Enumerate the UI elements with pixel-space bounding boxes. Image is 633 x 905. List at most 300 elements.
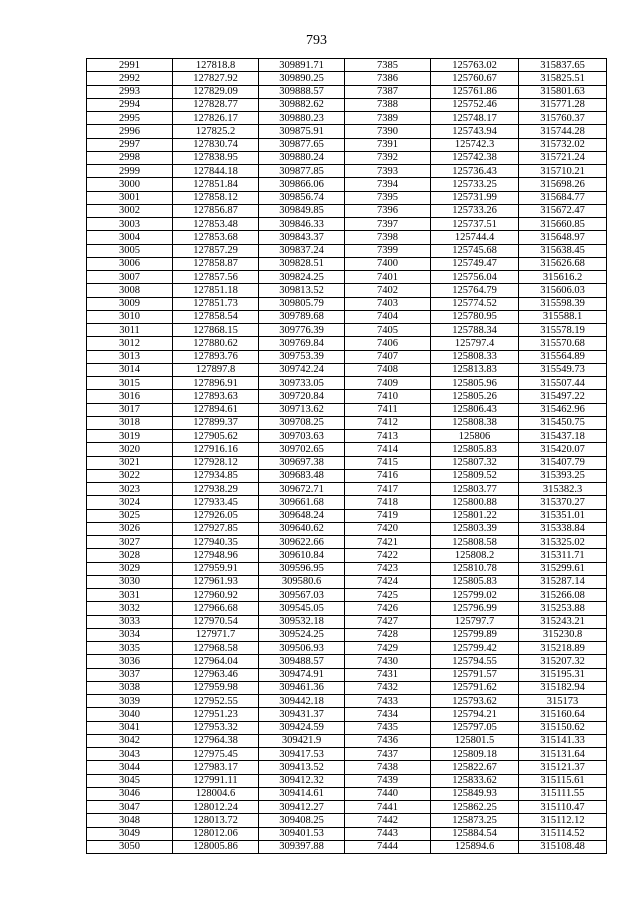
table-cell: 315112.12 — [519, 814, 607, 827]
table-cell: 127991.11 — [173, 774, 259, 787]
table-cell: 125733.26 — [431, 204, 519, 217]
table-cell: 3044 — [87, 761, 173, 774]
table-cell: 315578.19 — [519, 324, 607, 337]
table-row — [87, 695, 607, 708]
table-cell: 7439 — [345, 774, 431, 787]
table-cell: 3008 — [87, 284, 173, 297]
table-cell: 127857.56 — [173, 271, 259, 284]
table-cell: 7430 — [345, 655, 431, 668]
table-cell: 309742.24 — [259, 363, 345, 376]
table-cell: 2995 — [87, 112, 173, 125]
table-cell: 127829.09 — [173, 85, 259, 98]
table-cell: 309474.91 — [259, 668, 345, 681]
table-cell: 3023 — [87, 483, 173, 496]
table-cell: 125862.25 — [431, 801, 519, 814]
table-cell: 125803.77 — [431, 483, 519, 496]
table-cell: 309856.74 — [259, 191, 345, 204]
table-cell: 127853.68 — [173, 231, 259, 244]
table-cell: 7421 — [345, 536, 431, 549]
table-cell: 127853.48 — [173, 218, 259, 231]
table-cell: 315253.88 — [519, 602, 607, 615]
table-cell: 127858.54 — [173, 310, 259, 323]
table-cell: 309875.91 — [259, 125, 345, 138]
table-cell: 315111.55 — [519, 787, 607, 800]
table-cell: 309545.05 — [259, 602, 345, 615]
table-row — [87, 840, 607, 853]
table-cell: 127933.45 — [173, 496, 259, 509]
table-cell: 315638.45 — [519, 244, 607, 257]
table-cell: 127961.93 — [173, 575, 259, 588]
table-cell: 127828.77 — [173, 98, 259, 111]
table-cell: 309708.25 — [259, 416, 345, 429]
table-cell: 125788.34 — [431, 324, 519, 337]
table-cell: 3045 — [87, 774, 173, 787]
table-row — [87, 204, 607, 217]
table-cell: 125808.2 — [431, 549, 519, 562]
table-cell: 125737.51 — [431, 218, 519, 231]
table-cell: 125808.58 — [431, 536, 519, 549]
table-cell: 127897.8 — [173, 363, 259, 376]
table-cell: 127983.17 — [173, 761, 259, 774]
table-cell: 309648.24 — [259, 509, 345, 522]
table-cell: 309866.06 — [259, 178, 345, 191]
table-row — [87, 430, 607, 443]
table-cell: 125799.02 — [431, 589, 519, 602]
table-cell: 127964.38 — [173, 734, 259, 747]
table-cell: 315325.02 — [519, 536, 607, 549]
table-cell: 3022 — [87, 469, 173, 482]
table-cell: 309776.39 — [259, 324, 345, 337]
table-row — [87, 483, 607, 496]
table-cell: 7425 — [345, 589, 431, 602]
table-cell: 315141.33 — [519, 734, 607, 747]
table-cell: 315393.25 — [519, 469, 607, 482]
table-cell: 309413.52 — [259, 761, 345, 774]
table-cell: 315837.65 — [519, 59, 607, 72]
table-cell: 7396 — [345, 204, 431, 217]
table-cell: 3026 — [87, 522, 173, 535]
table-cell: 7407 — [345, 350, 431, 363]
table-row — [87, 416, 607, 429]
table-cell: 309672.71 — [259, 483, 345, 496]
table-cell: 127851.73 — [173, 297, 259, 310]
table-cell: 128004.6 — [173, 787, 259, 800]
table-cell: 3000 — [87, 178, 173, 191]
table-cell: 7416 — [345, 469, 431, 482]
table-row — [87, 655, 607, 668]
table-cell: 127868.15 — [173, 324, 259, 337]
table-row — [87, 536, 607, 549]
table-cell: 7390 — [345, 125, 431, 138]
table-cell: 315382.3 — [519, 483, 607, 496]
table-cell: 315549.73 — [519, 363, 607, 376]
table-cell: 7417 — [345, 483, 431, 496]
table-cell: 125742.3 — [431, 138, 519, 151]
table-cell: 309412.32 — [259, 774, 345, 787]
table-cell: 309824.25 — [259, 271, 345, 284]
table-row — [87, 271, 607, 284]
table-cell: 3030 — [87, 575, 173, 588]
table-cell: 315437.18 — [519, 430, 607, 443]
table-cell: 125873.25 — [431, 814, 519, 827]
table-cell: 3029 — [87, 562, 173, 575]
table-cell: 3018 — [87, 416, 173, 429]
table-cell: 7424 — [345, 575, 431, 588]
table-cell: 125745.68 — [431, 244, 519, 257]
table-cell: 125806 — [431, 430, 519, 443]
table-cell: 3011 — [87, 324, 173, 337]
table-cell: 309882.62 — [259, 98, 345, 111]
table-cell: 315684.77 — [519, 191, 607, 204]
table-cell: 3024 — [87, 496, 173, 509]
table-cell: 125805.83 — [431, 443, 519, 456]
table-cell: 315218.89 — [519, 642, 607, 655]
table-cell: 125797.7 — [431, 615, 519, 628]
table-cell: 127827.92 — [173, 72, 259, 85]
table-cell: 309412.27 — [259, 801, 345, 814]
table-cell: 7400 — [345, 257, 431, 270]
table-row — [87, 350, 607, 363]
table-cell: 315195.31 — [519, 668, 607, 681]
table-row — [87, 827, 607, 840]
table-cell: 315760.37 — [519, 112, 607, 125]
table-row — [87, 496, 607, 509]
table-cell: 309720.84 — [259, 390, 345, 403]
table-cell: 315131.64 — [519, 748, 607, 761]
table-cell: 3035 — [87, 642, 173, 655]
table-cell: 127948.96 — [173, 549, 259, 562]
table-cell: 125791.57 — [431, 668, 519, 681]
table-cell: 7427 — [345, 615, 431, 628]
table-cell: 3005 — [87, 244, 173, 257]
table-row — [87, 284, 607, 297]
table-cell: 127838.95 — [173, 151, 259, 164]
table-cell: 125736.43 — [431, 165, 519, 178]
table-cell: 125809.52 — [431, 469, 519, 482]
table-cell: 127825.2 — [173, 125, 259, 138]
table-cell: 315266.08 — [519, 589, 607, 602]
table-cell: 3041 — [87, 721, 173, 734]
table-cell: 3036 — [87, 655, 173, 668]
table-cell: 309877.65 — [259, 138, 345, 151]
table-cell: 315311.71 — [519, 549, 607, 562]
table-cell: 315825.51 — [519, 72, 607, 85]
table-cell: 7428 — [345, 628, 431, 641]
table-cell: 3047 — [87, 801, 173, 814]
table-cell: 7401 — [345, 271, 431, 284]
table-cell: 3043 — [87, 748, 173, 761]
table-cell: 315370.27 — [519, 496, 607, 509]
table-cell: 3017 — [87, 403, 173, 416]
table-cell: 127959.91 — [173, 562, 259, 575]
table-cell: 7415 — [345, 456, 431, 469]
table-row — [87, 59, 607, 72]
table-cell: 125794.55 — [431, 655, 519, 668]
table-cell: 3031 — [87, 589, 173, 602]
table-cell: 128013.72 — [173, 814, 259, 827]
table-cell: 309580.6 — [259, 575, 345, 588]
table-cell: 127893.63 — [173, 390, 259, 403]
table-cell: 315744.28 — [519, 125, 607, 138]
table-cell: 309890.25 — [259, 72, 345, 85]
table-cell: 127926.05 — [173, 509, 259, 522]
table-cell: 127928.12 — [173, 456, 259, 469]
table-cell: 7410 — [345, 390, 431, 403]
table-cell: 127851.18 — [173, 284, 259, 297]
table-cell: 309753.39 — [259, 350, 345, 363]
table-cell: 315462.96 — [519, 403, 607, 416]
table-cell: 125794.21 — [431, 708, 519, 721]
table-cell: 127959.98 — [173, 681, 259, 694]
table-cell: 3016 — [87, 390, 173, 403]
table-cell: 127830.74 — [173, 138, 259, 151]
table-cell: 2994 — [87, 98, 173, 111]
table-cell: 309697.38 — [259, 456, 345, 469]
table-cell: 309789.68 — [259, 310, 345, 323]
table-cell: 127966.68 — [173, 602, 259, 615]
table-cell: 309846.33 — [259, 218, 345, 231]
table-cell: 309769.84 — [259, 337, 345, 350]
table-cell: 7426 — [345, 602, 431, 615]
table-cell: 125760.67 — [431, 72, 519, 85]
table-cell: 309813.52 — [259, 284, 345, 297]
table-row — [87, 628, 607, 641]
table-cell: 125808.38 — [431, 416, 519, 429]
table-cell: 125822.67 — [431, 761, 519, 774]
table-row — [87, 602, 607, 615]
table-cell: 309683.48 — [259, 469, 345, 482]
table-cell: 125805.26 — [431, 390, 519, 403]
table-cell: 7386 — [345, 72, 431, 85]
table-cell: 7442 — [345, 814, 431, 827]
table-cell: 7435 — [345, 721, 431, 734]
table-cell: 125780.95 — [431, 310, 519, 323]
table-cell: 7392 — [345, 151, 431, 164]
table-cell: 7423 — [345, 562, 431, 575]
table-row — [87, 85, 607, 98]
table-cell: 7433 — [345, 695, 431, 708]
table-cell: 309424.59 — [259, 721, 345, 734]
table-cell: 3010 — [87, 310, 173, 323]
table-cell: 127940.35 — [173, 536, 259, 549]
table-cell: 125799.42 — [431, 642, 519, 655]
table-cell: 315721.24 — [519, 151, 607, 164]
table-cell: 7419 — [345, 509, 431, 522]
table-cell: 7402 — [345, 284, 431, 297]
table-cell: 7391 — [345, 138, 431, 151]
table-cell: 7409 — [345, 377, 431, 390]
table-cell: 125808.33 — [431, 350, 519, 363]
table-cell: 3021 — [87, 456, 173, 469]
table-cell: 315110.47 — [519, 801, 607, 814]
table-cell: 127960.92 — [173, 589, 259, 602]
table-cell: 315660.85 — [519, 218, 607, 231]
table-cell: 3003 — [87, 218, 173, 231]
table-row — [87, 72, 607, 85]
table-cell: 7393 — [345, 165, 431, 178]
table-cell: 315771.28 — [519, 98, 607, 111]
table-cell: 3033 — [87, 615, 173, 628]
table-cell: 3012 — [87, 337, 173, 350]
table-row — [87, 443, 607, 456]
table-cell: 125743.94 — [431, 125, 519, 138]
table-cell: 127818.8 — [173, 59, 259, 72]
table-cell: 125797.05 — [431, 721, 519, 734]
table-cell: 125752.46 — [431, 98, 519, 111]
table-cell: 125805.96 — [431, 377, 519, 390]
table-row — [87, 231, 607, 244]
table-cell: 2999 — [87, 165, 173, 178]
table-row — [87, 787, 607, 800]
table-cell: 3048 — [87, 814, 173, 827]
table-cell: 125833.62 — [431, 774, 519, 787]
table-cell: 315230.8 — [519, 628, 607, 641]
table-cell: 3046 — [87, 787, 173, 800]
table-cell: 127858.12 — [173, 191, 259, 204]
table-cell: 3028 — [87, 549, 173, 562]
table-cell: 315648.97 — [519, 231, 607, 244]
table-cell: 3049 — [87, 827, 173, 840]
table-row — [87, 337, 607, 350]
table-cell: 315121.37 — [519, 761, 607, 774]
table-cell: 315698.26 — [519, 178, 607, 191]
table-row — [87, 165, 607, 178]
table-cell: 125803.39 — [431, 522, 519, 535]
table-cell: 127927.85 — [173, 522, 259, 535]
table-cell: 309524.25 — [259, 628, 345, 641]
table-cell: 2998 — [87, 151, 173, 164]
table-cell: 309397.88 — [259, 840, 345, 853]
table-cell: 309408.25 — [259, 814, 345, 827]
table-cell: 309567.03 — [259, 589, 345, 602]
table-cell: 127826.17 — [173, 112, 259, 125]
table-cell: 127964.04 — [173, 655, 259, 668]
table-row — [87, 509, 607, 522]
table-row — [87, 522, 607, 535]
table-cell: 127905.62 — [173, 430, 259, 443]
table-cell: 3042 — [87, 734, 173, 747]
table-cell: 125801.5 — [431, 734, 519, 747]
table-cell: 315351.01 — [519, 509, 607, 522]
table-cell: 125800.88 — [431, 496, 519, 509]
table-cell: 7414 — [345, 443, 431, 456]
coordinates-table-body — [87, 59, 607, 854]
table-cell: 315616.2 — [519, 271, 607, 284]
table-cell: 125805.83 — [431, 575, 519, 588]
table-cell: 127880.62 — [173, 337, 259, 350]
table-cell: 3034 — [87, 628, 173, 641]
table-cell: 7422 — [345, 549, 431, 562]
table-cell: 127975.45 — [173, 748, 259, 761]
table-row — [87, 589, 607, 602]
table-cell: 309880.24 — [259, 151, 345, 164]
table-cell: 309891.71 — [259, 59, 345, 72]
table-row — [87, 257, 607, 270]
coordinates-table — [86, 58, 607, 854]
table-cell: 315598.39 — [519, 297, 607, 310]
table-cell: 315801.63 — [519, 85, 607, 98]
table-cell: 127971.7 — [173, 628, 259, 641]
table-cell: 7405 — [345, 324, 431, 337]
table-cell: 125793.62 — [431, 695, 519, 708]
table-cell: 309532.18 — [259, 615, 345, 628]
table-cell: 309877.85 — [259, 165, 345, 178]
table-cell: 309461.36 — [259, 681, 345, 694]
table-cell: 7437 — [345, 748, 431, 761]
table-cell: 315243.21 — [519, 615, 607, 628]
table-cell: 3015 — [87, 377, 173, 390]
table-cell: 127952.55 — [173, 695, 259, 708]
table-cell: 309661.68 — [259, 496, 345, 509]
table-cell: 7436 — [345, 734, 431, 747]
table-cell: 315564.89 — [519, 350, 607, 363]
table-cell: 127858.87 — [173, 257, 259, 270]
table-cell: 309702.65 — [259, 443, 345, 456]
table-cell: 127896.91 — [173, 377, 259, 390]
table-row — [87, 748, 607, 761]
table-cell: 127970.54 — [173, 615, 259, 628]
table-cell: 2996 — [87, 125, 173, 138]
table-cell: 127963.46 — [173, 668, 259, 681]
table-row — [87, 801, 607, 814]
table-cell: 315450.75 — [519, 416, 607, 429]
table-cell: 309431.37 — [259, 708, 345, 721]
table-cell: 315732.02 — [519, 138, 607, 151]
table-cell: 127893.76 — [173, 350, 259, 363]
table-cell: 7411 — [345, 403, 431, 416]
table-cell: 7385 — [345, 59, 431, 72]
table-cell: 309622.66 — [259, 536, 345, 549]
table-cell: 309610.84 — [259, 549, 345, 562]
table-cell: 315672.47 — [519, 204, 607, 217]
table-cell: 315115.61 — [519, 774, 607, 787]
table-row — [87, 668, 607, 681]
table-cell: 315338.84 — [519, 522, 607, 535]
table-row — [87, 721, 607, 734]
table-cell: 7429 — [345, 642, 431, 655]
table-row — [87, 125, 607, 138]
table-cell: 125797.4 — [431, 337, 519, 350]
table-cell: 3039 — [87, 695, 173, 708]
table-cell: 128012.06 — [173, 827, 259, 840]
table-cell: 7397 — [345, 218, 431, 231]
table-cell: 7406 — [345, 337, 431, 350]
table-cell: 125799.89 — [431, 628, 519, 641]
table-row — [87, 469, 607, 482]
table-cell: 125731.99 — [431, 191, 519, 204]
table-cell: 127953.32 — [173, 721, 259, 734]
table-cell: 3032 — [87, 602, 173, 615]
table-cell: 3019 — [87, 430, 173, 443]
table-row — [87, 98, 607, 111]
table-cell: 2991 — [87, 59, 173, 72]
table-cell: 315710.21 — [519, 165, 607, 178]
table-cell: 315287.14 — [519, 575, 607, 588]
table-cell: 309849.85 — [259, 204, 345, 217]
table-cell: 309837.24 — [259, 244, 345, 257]
table-cell: 3038 — [87, 681, 173, 694]
table-cell: 7438 — [345, 761, 431, 774]
table-row — [87, 549, 607, 562]
table-cell: 3002 — [87, 204, 173, 217]
table-cell: 125807.32 — [431, 456, 519, 469]
table-cell: 7395 — [345, 191, 431, 204]
table-cell: 7440 — [345, 787, 431, 800]
table-cell: 125774.52 — [431, 297, 519, 310]
table-cell: 309421.9 — [259, 734, 345, 747]
table-row — [87, 761, 607, 774]
table-row — [87, 138, 607, 151]
